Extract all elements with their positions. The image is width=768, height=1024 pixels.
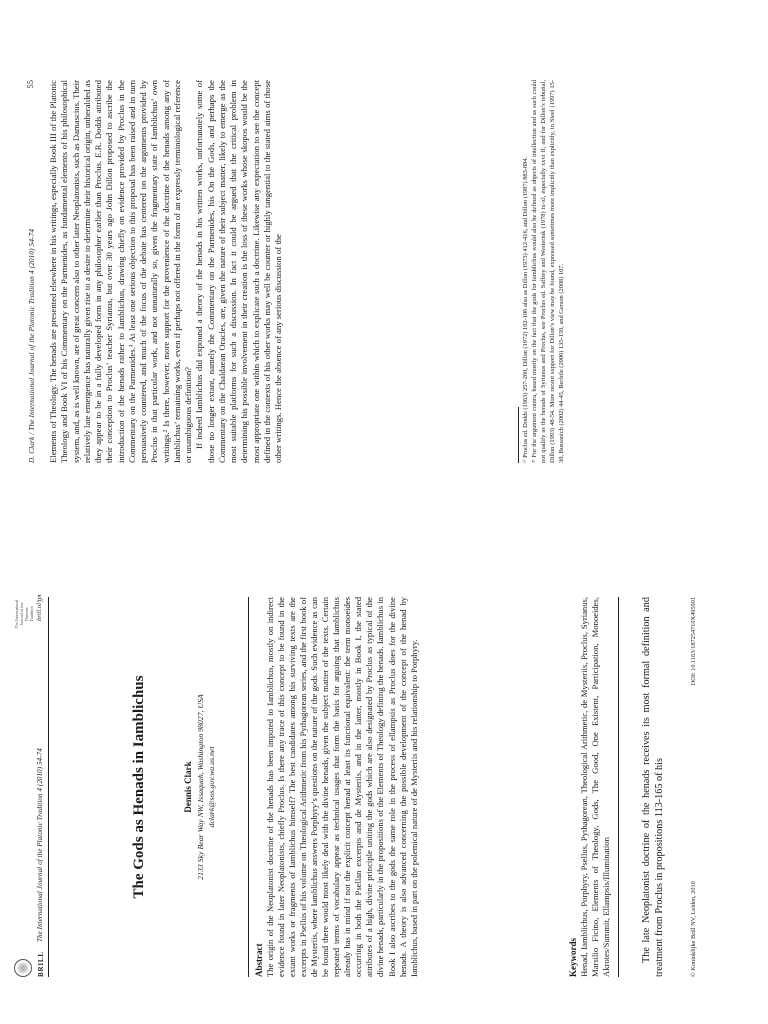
journal-logo-line: The International [14, 599, 19, 629]
footnote-1: ¹⁾ Proclus ed. Dodds (1963) 257-260, Dillon (1972) 102-106 also as Dillon (1973) 412-416, and Dillon (1987) 883-884. [522, 156, 529, 463]
running-head: D. Clark / The International Journal of the Platonic Tradition 4 (2010) 54-74 [27, 228, 36, 463]
footnote-rule [518, 407, 519, 463]
body-paragraph: The late Neoplatonist doctrine of the henads receives its most formal definition and treatment from Proclus in propositions 113-165 of his [641, 597, 665, 977]
footnotes [522, 80, 567, 463]
footnote-2: ²⁾ For the argument contra, based mostly on the fact that the gods for Iamblichus would also be defined as objects of intellection and as such could not qualify as the henads of Syrianus and Proclus, see Proclus ed. Saffrey and Westerink (1978) ix-xl, especially xxvi ff, and for Dillon’s rebuttal, Dillon (1993) 48-54. More recent support for Dillon’s view may be found, expressed sometimes more implicitly than explicitly, in Steel (1997) 15-30, Bussanich (2002) 44-45, Bechtle (2006) 135-159, and Gerson (2008) 107. [530, 80, 565, 463]
page-number: 55 [25, 80, 35, 89]
brill-logo [14, 959, 32, 977]
main-text [48, 80, 284, 463]
journal-site: brill.nl/jpt [36, 594, 43, 621]
doi-line: DOI: 10.1163/187254710X495901 [690, 597, 697, 686]
publisher-mark: BRILL [37, 951, 45, 977]
author-address: 2133 Sky Bear Way NW, Issaquah, Washington 98027, USA [196, 694, 205, 880]
keywords-rule [618, 597, 619, 977]
journal-logo [14, 599, 34, 629]
author-email: dclark@sos.gov.wa.us.net [207, 746, 216, 828]
body-section [640, 597, 666, 977]
article-title: The Gods as Henads in Iamblichus [131, 675, 147, 899]
journal-logo-line: Journal of the [19, 602, 24, 626]
copyright-line: © Koninklijke Brill NV, Leiden, 2010 [690, 881, 697, 977]
body-paragraph: Elements of Theology. The henads are presented elsewhere in his writings, especially Book III of the Platonic Theology and Book VI of his Commentary on the Parmenides, as fundamental elements of his philosophical system, and, as is well known, are of great concern also to other later Neoplatonists, such as Damascius. Their relatively late emergence has naturally given rise to a desire to determine their historical origin, unheralded as they appear to be in a fully developed form in any philosopher earlier than Proclus. E.R. Dodds attributed their conception to Proclus’ teacher Syrianus, but over 30 years ago John Dillon proposed to ascribe the introduction of the henads rather to Iamblichus, drawing chiefly on evidence provided by Proclus in the Commentary on the Parmenides.¹ At least one serious objection to this proposal has been raised and in turn persuasively countered, and much of the focus of the debate has centered on the arguments provided by Proclus in that particular work, and not unnaturally so, given the fragmentary state of Iamblichus’ own writings.² Is there, however, more support for the provenience of the doctrine of the henads among any of Iamblichus’ remaining works, even if perhaps not offered in the form of an expressly terminological reference or unambiguous definition? [48, 80, 193, 463]
keywords-heading: Keywords [568, 938, 578, 977]
title-rule [248, 597, 249, 977]
abstract-section [254, 597, 420, 977]
abstract-text: The origin of the Neoplatonist doctrine of the henads has been imputed to Iamblichus, mostly on indirect evidence found in later Neoplatonists, chiefly Proclus. Is there any trace of this concept to be found in the extant works or fragments of Iamblichus himself? The best candidates among his surviving texts are the excerpts in Psellus of his volume on Theological Arithmetic from his Pythagorean series, and the first book of de Mysteriis, where Iamblichus answers Porphyry’s questions on the nature of the gods. Such evidence as can be found there would most likely deal with the divine henads, given the subject matter of the texts. Certain repeated terms of vocabulary appear as technical usages that form the basis for arguing that Iamblichus already has in mind if not the explicit concept henad at least its functional equivalent: the term monoeides occurring in both the Psellan excerpts and de Mysteriis, and in the latter, mostly in Book I, the stated attributes of a high, divine principle uniting the gods which are also designated by Proclus as typical of the divine henads, particularly in the propositions of the Elements of Theology defining the henads. Iamblichus in Book I also ascribes to the gods the same role in the process of ellampsis as Proclus does for the divine henads. A theory is also advanced concerning the possible development of the concept of the henad by Iamblichus, based in part on the polemical nature of de Mysteriis and his relationship to Porphyry. [265, 597, 419, 977]
header-rule [48, 597, 49, 977]
body-paragraph: If indeed Iamblichus did expound a theory of the henads in his written works, unfortunately some of those no longer extant, namely the Commentary on the Parmenides, his On the Gods, and perhaps the Commentary on the Chaldaean Oracles, are, given the nature of their subject matter, likely to emerge as the most suitable platforms for such a discussion. In fact it could be argued that the critical problem in determining his possible involvement in their creation is the loss of these works whose skopos would be the most appropriate one within which to explicate such a doctrine. Likewise any expectation to see the concept defined in the contexts of his other works may well be counter or highly tangential to the stated aims of those other writings. Hence the absence of any serious discussion of the [194, 80, 283, 463]
left-page [0, 512, 768, 1024]
keywords-section [568, 597, 612, 977]
author-name: Dennis Clark [183, 761, 193, 813]
keywords-text: Henad, Iamblichus, Porphyry, Psellus, Pythagorean, Theological Arithmetic, de Mysteriis, Proclus, Syrianus, Marsilio Ficino, Elements of Theology, Gods, The Good, One Existent, Participation, Monoeides, Akrotes/Summit, Ellampsis/Illumination [579, 597, 612, 977]
abstract-heading: Abstract [254, 943, 264, 977]
running-head: The International Journal of the Platonic Tradition 4 (2010) 54-74 [36, 748, 44, 942]
journal-logo-line: Platonic Tradition [24, 606, 34, 622]
